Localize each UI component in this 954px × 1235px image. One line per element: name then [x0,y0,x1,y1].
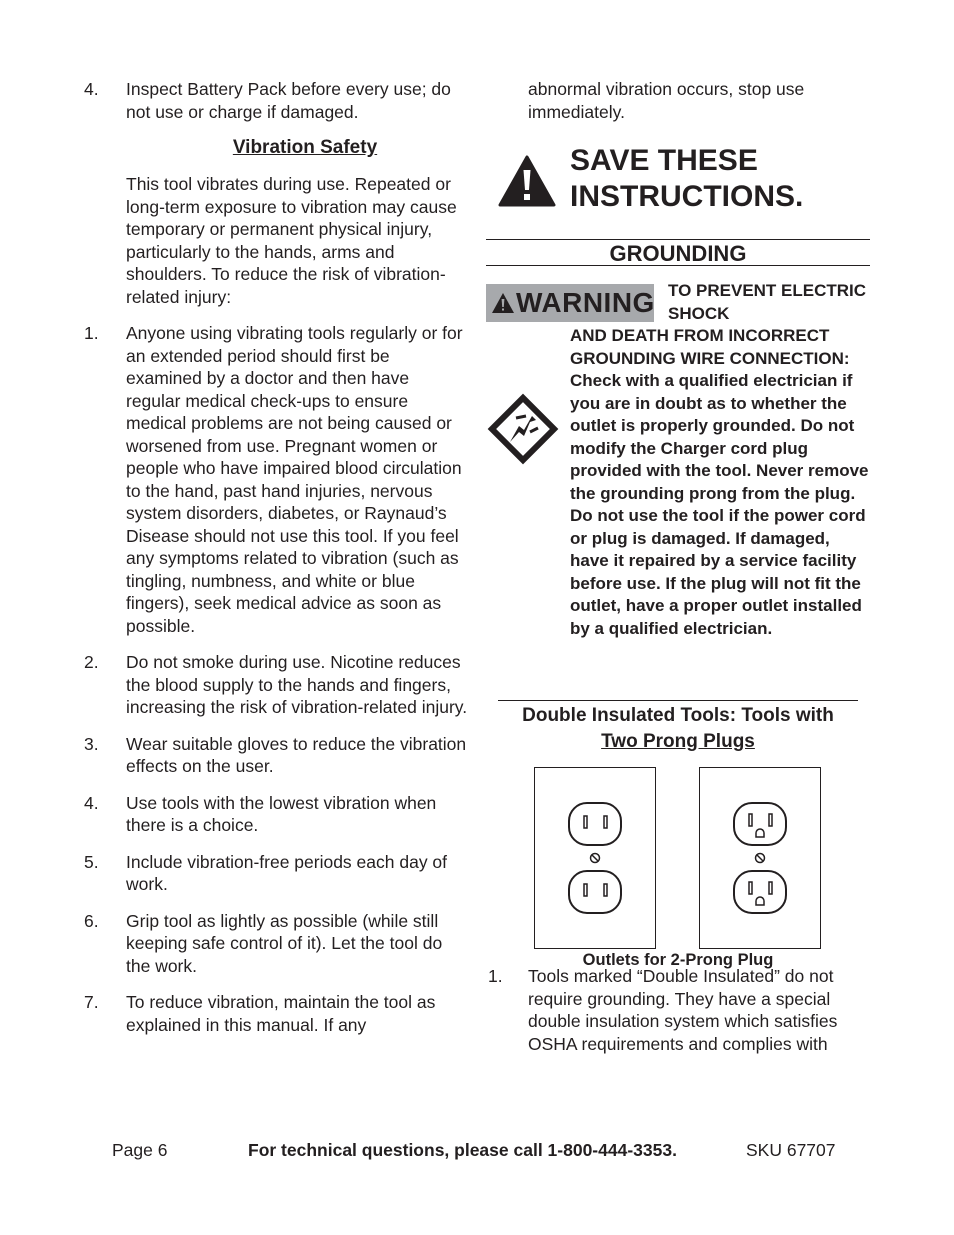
warning-detail: Check with a qualified electrician if you are in doubt as to whether the outlet is properly grounded. Do not modify the Charger cord plug provided with the tool. Never remove the grounding prong from the plug. Do not use the tool if the power cord or plug is damaged. If damaged, have it repaired by a service facility before use. If the plug will not fit the outlet, have a proper outlet installed by a qualified electrician. [570,371,869,638]
left-column [82,78,468,1050]
page-number: Page 6 [112,1140,168,1160]
grounded-outlet-plate [699,767,821,949]
warning-triangle-icon [498,155,556,207]
item-number: 2. [84,652,99,672]
warning-badge [486,284,654,322]
item-number: 7. [84,992,99,1012]
item-number: 4. [84,79,99,99]
item-text: Tools marked “Double Insulated” do not require grounding. They have a special double insulation system which satisfies OSHA requirements and complies with [528,966,838,1054]
item-number: 1. [488,966,503,986]
electric-shock-icon [486,392,560,466]
right-column [486,78,870,1069]
list-item [82,78,468,123]
list-item [82,910,468,978]
vibration-safety-heading: Vibration Safety [232,137,378,158]
item-text: Wear suitable gloves to reduce the vibration effects on the user. [126,733,467,776]
list-item [82,651,468,719]
sku-number: SKU 67707 [746,1140,836,1160]
list-item [82,792,468,837]
grounded-outlet-icon [700,768,820,948]
warning-block [486,280,870,700]
item-number: 4. [84,792,99,813]
save-instructions-block [486,143,870,239]
list-item [82,851,468,896]
warning-text [570,325,870,640]
item-text: Use tools with the lowest vibration when there is a choice. [126,792,437,835]
vibration-intro: This tool vibrates during use. Repeated or long-term exposure to vibration may cause temporary or permanent physical injury, particularly to the hands, arms and shoulders. To reduce the risk of vibration-related injury: [126,174,457,307]
double-insulated-heading [498,700,858,755]
outlets-figure [486,767,870,969]
list-item [82,322,468,637]
item-number: 1. [84,323,99,343]
item-text: Do not smoke during use. Nicotine reduces the blood supply to the hands and fingers, increasing the risk of vibration-related injury. [126,652,468,717]
save-instructions-title: SAVE THESE INSTRUCTIONS. [570,144,804,213]
double-insulated-line2: Two Prong Plugs [601,731,755,752]
warning-label: WARNING [516,287,655,318]
warning-subhead: AND DEATH FROM INCORRECT GROUNDING WIRE CONNECTION: [570,326,850,368]
two-prong-outlet-plate [534,767,656,949]
item-text: Include vibration-free periods each day of work. [126,851,448,894]
list-item [486,965,870,1055]
item-text: Grip tool as lightly as possible (while still keeping safe control of it). Let the tool do the work. [126,910,443,976]
double-insulated-line1: Double Insulated Tools: Tools with [522,705,834,726]
item-number: 5. [84,851,99,872]
two-prong-outlet-icon [535,768,655,948]
grounding-heading: GROUNDING [486,240,870,266]
item-number: 3. [84,733,99,754]
list-item [82,991,468,1036]
item-number: 6. [84,910,99,931]
item-text: To reduce vibration, maintain the tool as explained in this manual. If any [126,992,436,1035]
warning-headline: TO PREVENT ELECTRIC SHOCK [668,281,867,323]
item-text: Inspect Battery Pack before every use; do not use or charge if damaged. [126,79,451,122]
continued-text: abnormal vibration occurs, stop use immediately. [528,79,805,122]
outlets-caption: Outlets for 2-Prong Plug [582,951,774,969]
list-item [82,733,468,778]
tech-support-line: For technical questions, please call 1-800-444-3353. [248,1140,677,1160]
warning-triangle-icon [491,292,515,314]
item-text: Anyone using vibrating tools regularly or for an extended period should first be examined by a doctor and then have regular medical check-ups to ensure medical problems are not being caused or worsened from use. Pregnant women or people who have impaired blood circulation to the hand, past hand injuries, nervous system disorders, diabetes, or Raynaud’s Disease should not use this tool. If you feel any symptoms related to vibration (such as tingling, numbness, and white or blue fingers), seek medical advice as soon as possible. [126,323,463,636]
